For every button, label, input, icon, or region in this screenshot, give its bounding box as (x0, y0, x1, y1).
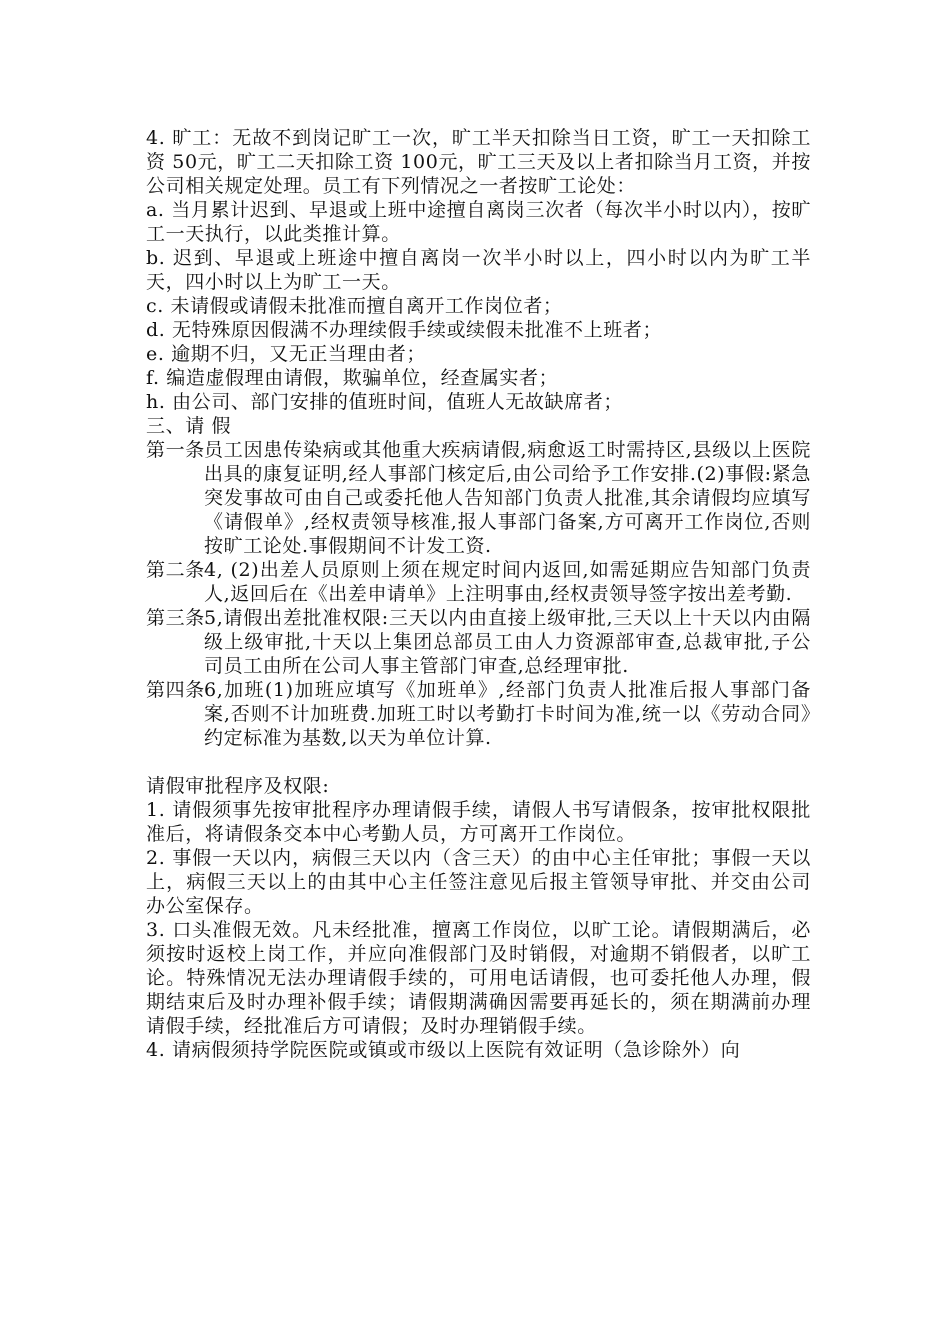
paragraph-item-d: d. 无特殊原因假满不办理续假手续或续假未批准不上班者； (146, 319, 663, 341)
paragraph-item-f: f. 编造虚假理由请假，欺骗单位，经查属实者； (146, 367, 559, 389)
article-text: 6,加班(1)加班应填写《加班单》,经部门负责人批准后报人事部门备案,否则不计加班费.加班工时以考勤打卡时间为准,统一以《劳动合同》约定标准为基数,以天为单位计算. (204, 679, 811, 749)
document-content (146, 126, 811, 1062)
article-label: 第三条 (146, 607, 205, 629)
article-label: 第一条 (146, 439, 205, 461)
paragraph-item-c: c. 未请假或请假未批准而擅自离开工作岗位者； (146, 295, 563, 317)
paragraph-item-h: h. 由公司、部门安排的值班时间，值班人无故缺席者； (146, 391, 623, 413)
article-3 (146, 606, 811, 678)
paragraph-absenteeism: 4. 旷工：无故不到岗记旷工一次，旷工半天扣除当日工资，旷工一天扣除工资 50元，旷工二天扣除工资 100元，旷工三天及以上者扣除当月工资，并按公司相关规定处理。员工有下列情况之一者按旷工论处： (146, 127, 811, 197)
article-text: 员工因患传染病或其他重大疾病请假,病愈返工时需持区,县级以上医院出具的康复证明,经人事部门核定后,由公司给予工作安排.(2)事假:紧急突发事故可由自己或委托他人告知部门负责人批准,其余请假均应填写《请假单》,经权责领导核准,报人事部门备案,方可离开工作岗位,否则按旷工论处.事假期间不计发工资. (204, 439, 811, 557)
article-text: 5,请假出差批准权限:三天以内由直接上级审批,三天以上十天以内由隔级上级审批,十天以上集团总部员工由人力资源部审查,总裁审批,子公司员工由所在公司人事主管部门审查,总经理审批. (204, 607, 811, 677)
paragraph-approval-1: 1. 请假须事先按审批程序办理请假手续，请假人书写请假条，按审批权限批准后，将请假条交本中心考勤人员，方可离开工作岗位。 (146, 799, 811, 845)
paragraph-approval-4: 4. 请病假须持学院医院或镇或市级以上医院有效证明（急诊除外）向 (146, 1039, 741, 1061)
article-label: 第四条 (146, 679, 205, 701)
paragraph-approval-3: 3. 口头准假无效。凡未经批准，擅离工作岗位，以旷工论。请假期满后，必须按时返校上岗工作，并应向准假部门及时销假，对逾期不销假者，以旷工论。特殊情况无法办理请假手续的，可用电话请假，也可委托他人办理，假期结束后及时办理补假手续；请假期满确因需要再延长的，须在期满前办理请假手续，经批准后方可请假；及时办理销假手续。 (146, 919, 811, 1037)
paragraph-item-a: a. 当月累计迟到、早退或上班中途擅自离岗三次者（每次半小时以内），按旷工一天执行，以此类推计算。 (146, 199, 811, 245)
section-heading-leave: 三、请 假 (146, 415, 232, 437)
article-label: 第二条 (146, 559, 205, 581)
paragraph-item-e: e. 逾期不归，又无正当理由者； (146, 343, 426, 365)
subheading-approval: 请假审批程序及权限: (146, 775, 330, 797)
paragraph-item-b: b. 迟到、早退或上班途中擅自离岗一次半小时以上，四小时以内为旷工半天，四小时以上为旷工一天。 (146, 247, 811, 293)
article-2 (146, 558, 811, 606)
article-4 (146, 678, 811, 750)
article-text: 4, (2)出差人员原则上须在规定时间内返回,如需延期应告知部门负责人,返回后在《出差申请单》上注明事由,经权责领导签字按出差考勤. (204, 559, 811, 605)
article-1 (146, 438, 811, 558)
blank-line (146, 750, 811, 774)
paragraph-approval-2: 2. 事假一天以内，病假三天以内（含三天）的由中心主任审批；事假一天以上，病假三天以上的由其中心主任签注意见后报主管领导审批、并交由公司办公室保存。 (146, 847, 811, 917)
